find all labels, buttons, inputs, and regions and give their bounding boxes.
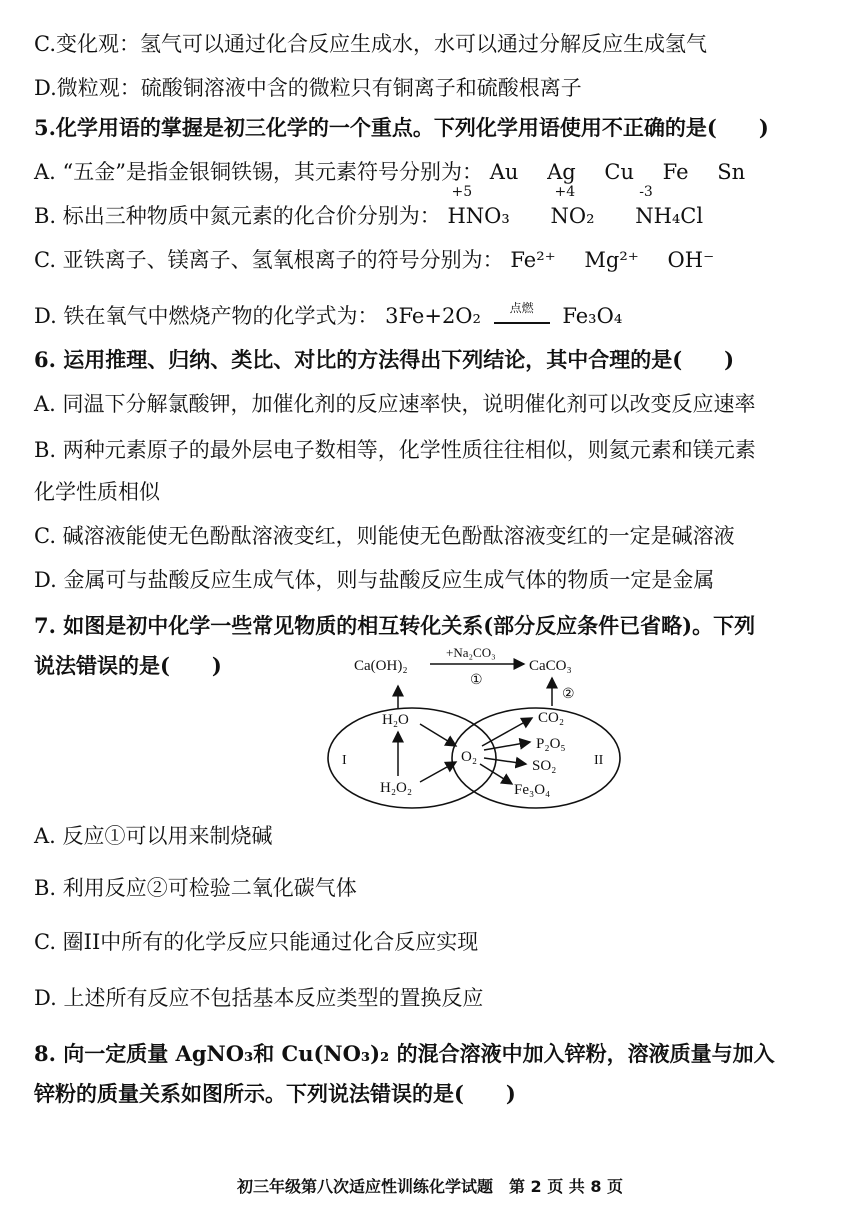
q6-option-d: D. 金属可与盐酸反应生成气体，则与盐酸反应生成气体的物质一定是金属 — [34, 568, 715, 592]
valence-label: +5 — [451, 184, 473, 200]
conversion-diagram — [324, 640, 624, 812]
ion-oh: OH⁻ — [667, 248, 715, 272]
valence-label: +4 — [554, 184, 576, 200]
q7-option-b: B. 利用反应②可检验二氧化碳气体 — [34, 876, 357, 900]
q7-option-c: C. 圈II中所有的化学反应只能通过化合反应实现 — [34, 930, 479, 954]
label-so2: SO₂ — [532, 758, 557, 774]
arrow-o2-to-fe3o4 — [480, 764, 512, 784]
label-circle-one: I — [342, 753, 347, 768]
q7-option-d: D. 上述所有反应不包括基本反应类型的置换反应 — [34, 986, 484, 1010]
label-step2: ② — [562, 687, 575, 702]
arrow-o2-to-p2o5 — [484, 742, 530, 750]
q6-option-b-line1: B. 两种元素原子的最外层电子数相等，化学性质往往相似，则氦元素和镁元素 — [34, 438, 756, 462]
formula-nh4cl: NH₄Cl — [635, 204, 704, 228]
q8-stem-line2: 锌粉的质量关系如图所示。下列说法错误的是( ) — [34, 1081, 516, 1106]
valence-label: -3 — [639, 184, 653, 200]
reaction-condition: 点燃 — [509, 300, 534, 315]
symbol-cu: Cu — [604, 160, 634, 184]
q5-option-a — [34, 158, 767, 186]
page-footer: 初三年级第八次适应性训练化学试题 第 2 页 共 8 页 — [236, 1177, 624, 1196]
valence-nh4cl — [635, 184, 704, 230]
arrow-bar — [494, 322, 550, 324]
q7-stem-line2: 说法错误的是( ) — [34, 653, 222, 678]
q5-option-d-text: D. 铁在氧气中燃烧产物的化学式为： — [34, 304, 379, 328]
equation-right: Fe₃O₄ — [562, 304, 623, 328]
q6-option-a: A. 同温下分解氯酸钾，加催化剂的反应速率快，说明催化剂可以改变反应速率 — [34, 392, 756, 416]
reaction-arrow — [494, 300, 550, 324]
q5-option-c — [34, 246, 736, 274]
q7-option-a: A. 反应①可以用来制烧碱 — [34, 824, 273, 848]
q6-option-c: C. 碱溶液能使无色酚酞溶液变红，则能使无色酚酞溶液变红的一定是碱溶液 — [34, 524, 735, 548]
q6-option-b-line2: 化学性质相似 — [34, 480, 160, 504]
q7-stem-line1: 7. 如图是初中化学一些常见物质的相互转化关系(部分反应条件已省略)。下列 — [34, 613, 756, 638]
q4-option-c: C.变化观：氢气可以通过化合反应生成水，水可以通过分解反应生成氢气 — [34, 32, 707, 56]
arrow-h2o-to-o2 — [420, 724, 456, 746]
label-p2o5: P₂O₅ — [536, 736, 566, 752]
q6-stem: 6. 运用推理、归纳、类比、对比的方法得出下列结论，其中合理的是( ) — [34, 347, 735, 372]
symbol-au: Au — [489, 160, 519, 184]
q5-option-c-ions — [510, 248, 736, 272]
symbol-sn: Sn — [717, 160, 746, 184]
q4-option-d: D.微粒观：硫酸铜溶液中含的微粒只有铜离子和硫酸根离子 — [34, 76, 582, 100]
ion-fe2: Fe²⁺ — [510, 248, 556, 272]
label-o2: O₂ — [461, 749, 478, 765]
q8-stem-line1: 8. 向一定质量 AgNO₃和 Cu(NO₃)₂ 的混合溶液中加入锌粉，溶液质量与加入 — [34, 1041, 775, 1066]
arrow-o2-to-co2 — [482, 718, 532, 746]
arrow-o2-to-so2 — [484, 758, 526, 764]
ion-mg2: Mg²⁺ — [584, 248, 639, 272]
label-na2co3: +Na₂CO₃ — [446, 645, 496, 660]
q5-option-b — [34, 184, 737, 230]
formula-hno3: HNO₃ — [447, 204, 510, 228]
label-caco3: CaCO₃ — [529, 658, 572, 674]
label-circle-two: II — [594, 753, 604, 768]
symbol-fe: Fe — [662, 160, 689, 184]
label-h2o2: H₂O₂ — [380, 780, 413, 796]
symbol-ag: Ag — [547, 160, 576, 184]
q5-option-b-text: B. 标出三种物质中氮元素的化合价分别为： — [34, 204, 441, 228]
valence-no2 — [550, 184, 595, 230]
q5-option-a-text: A. “五金”是指金银铜铁锡，其元素符号分别为： — [34, 160, 483, 184]
equation-left: 3Fe+2O₂ — [385, 304, 481, 328]
q5-option-a-symbols — [490, 160, 767, 184]
q5-option-d — [34, 302, 622, 330]
arrow-h2o2-to-o2 — [420, 762, 456, 782]
formula-no2: NO₂ — [550, 204, 595, 228]
label-caoh2: Ca(OH)₂ — [354, 658, 408, 674]
q5-option-c-text: C. 亚铁离子、镁离子、氢氧根离子的符号分别为： — [34, 248, 504, 272]
valence-hno3 — [447, 184, 510, 230]
label-fe3o4: Fe₃O₄ — [514, 782, 551, 798]
label-co2: CO₂ — [538, 710, 565, 726]
label-h2o: H₂O — [382, 712, 409, 728]
label-step1: ① — [470, 673, 483, 688]
q5-stem: 5.化学用语的掌握是初三化学的一个重点。下列化学用语使用不正确的是( ) — [34, 115, 769, 140]
